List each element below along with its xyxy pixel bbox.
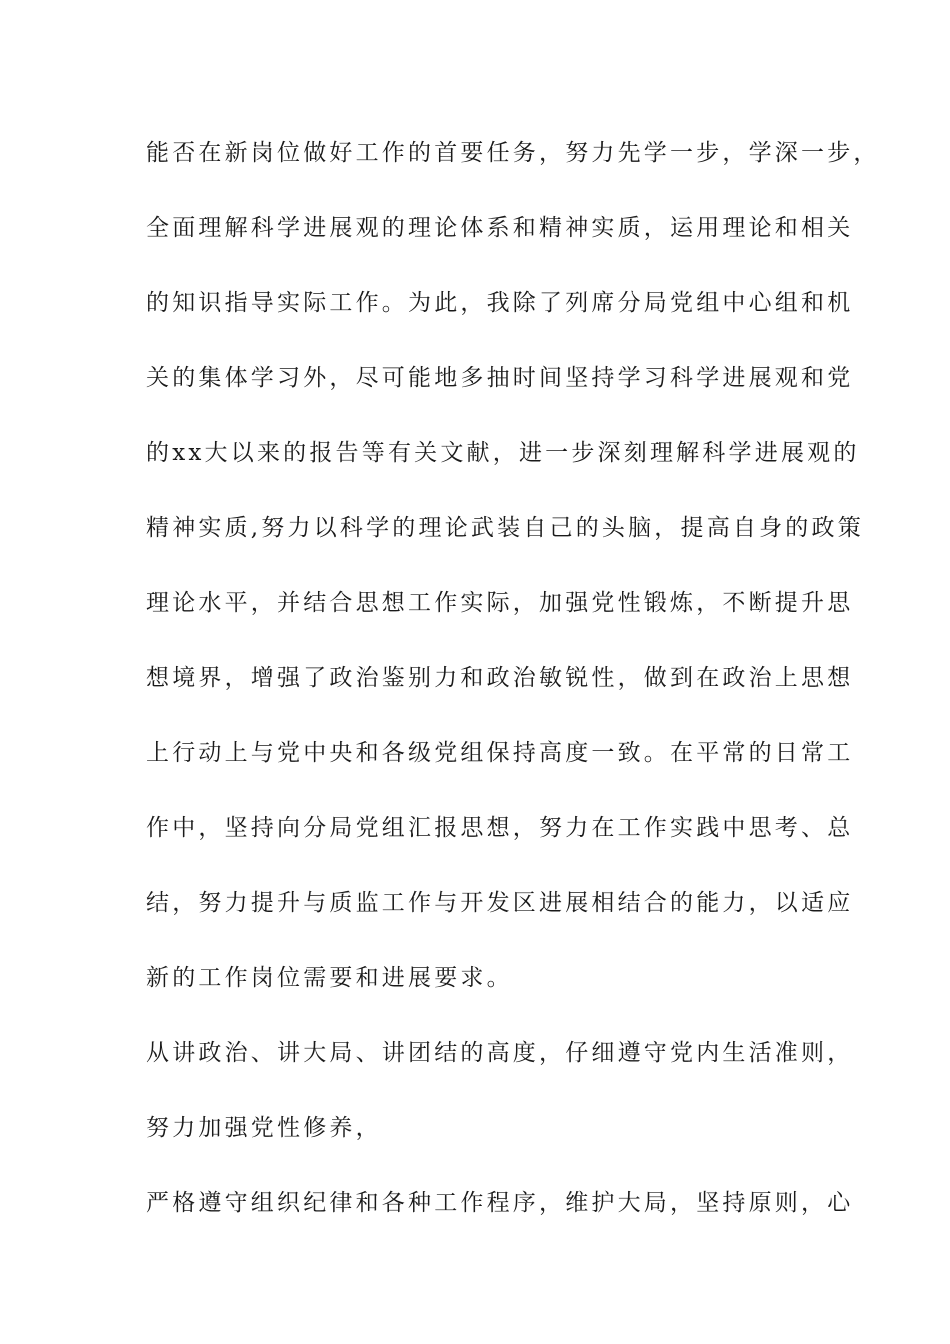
text-line: 想境界，增强了政治鉴别力和政治敏锐性，做到在政治上思想 [146,665,854,691]
text-line: 精神实质,努力以科学的理论武装自己的头脑，提高自身的政策 [146,515,864,541]
text-line: 作中，坚持向分局党组汇报思想，努力在工作实践中思考、总 [146,815,854,841]
text-line: 结，努力提升与质监工作与开发区进展相结合的能力，以适应 [146,890,854,916]
text-line: 努力加强党性修养， [146,1115,382,1141]
text-line: 上行动上与党中央和各级党组保持高度一致。在平常的日常工 [146,740,854,766]
text-line: 从讲政治、讲大局、讲团结的高度，仔细遵守党内生活准则， [146,1040,854,1066]
text-line: 理论水平，并结合思想工作实际，加强党性锻炼，不断提升思 [146,590,854,616]
text-line: 的知识指导实际工作。为此，我除了列席分局党组中心组和机 [146,290,854,316]
text-line: 全面理解科学进展观的理论体系和精神实质，运用理论和相关 [146,215,854,241]
text-line: 严格遵守组织纪律和各种工作程序，维护大局，坚持原则，心 [146,1190,854,1216]
text-line: 关的集体学习外，尽可能地多抽时间坚持学习科学进展观和党 [146,365,854,391]
text-line: 能否在新岗位做好工作的首要任务，努力先学一步，学深一步， [146,140,880,166]
text-line: 的xx大以来的报告等有关文献，进一步深刻理解科学进展观的 [146,440,860,466]
text-line: 新的工作岗位需要和进展要求。 [146,965,513,991]
